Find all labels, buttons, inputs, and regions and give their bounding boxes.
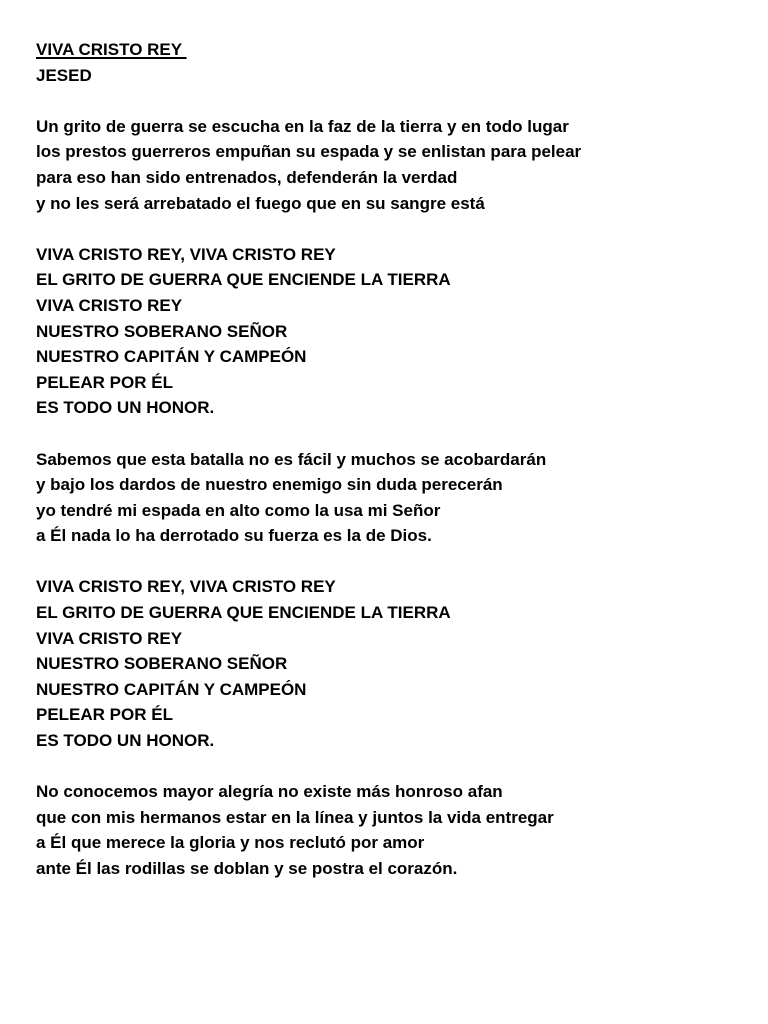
stanza-verse-3 (36, 779, 756, 881)
stanza-chorus-2 (36, 574, 756, 753)
lyric-line: NUESTRO SOBERANO SEÑOR (36, 321, 288, 341)
lyric-line: yo tendré mi espada en alto como la usa mi Señor (36, 500, 441, 520)
lyric-line: EL GRITO DE GUERRA QUE ENCIENDE LA TIERRA (36, 603, 451, 623)
lyric-line: NUESTRO CAPITÁN Y CAMPEÓN (36, 679, 307, 699)
lyric-line: y bajo los dardos de nuestro enemigo sin duda perecerán (36, 475, 503, 495)
lyric-line: VIVA CRISTO REY (36, 295, 183, 315)
lyric-line: NUESTRO CAPITÁN Y CAMPEÓN (36, 347, 307, 367)
song-author: JESED (36, 65, 92, 85)
lyric-line: Sabemos que esta batalla no es fácil y muchos se acobardarán (36, 449, 547, 469)
lyric-line: para eso han sido entrenados, defenderán la verdad (36, 167, 458, 187)
lyric-line: PELEAR POR ÉL (36, 372, 173, 392)
lyric-line: NUESTRO SOBERANO SEÑOR (36, 654, 288, 674)
lyric-line: No conocemos mayor alegría no existe más honroso afan (36, 782, 503, 802)
lyric-line: VIVA CRISTO REY (36, 628, 183, 648)
lyric-line: PELEAR POR ÉL (36, 705, 173, 725)
header-block (36, 37, 756, 88)
lyric-line: los prestos guerreros empuñan su espada y se enlistan para pelear (36, 142, 582, 162)
stanza-verse-1 (36, 114, 756, 216)
stanza-chorus-1 (36, 242, 756, 421)
lyric-line: VIVA CRISTO REY, VIVA CRISTO REY (36, 577, 336, 597)
lyric-line: VIVA CRISTO REY, VIVA CRISTO REY (36, 244, 336, 264)
lyric-line: ES TODO UN HONOR. (36, 398, 215, 418)
lyric-line: EL GRITO DE GUERRA QUE ENCIENDE LA TIERRA (36, 270, 451, 290)
lyric-line: ante Él las rodillas se doblan y se postra el corazón. (36, 859, 458, 878)
lyric-line: ES TODO UN HONOR. (36, 731, 215, 751)
lyrics-document (36, 37, 756, 882)
lyric-line: a Él nada lo ha derrotado su fuerza es la de Dios. (36, 526, 432, 546)
lyric-line: que con mis hermanos estar en la línea y juntos la vida entregar (36, 807, 554, 827)
lyric-line: Un grito de guerra se escucha en la faz de la tierra y en todo lugar (36, 116, 569, 136)
stanza-verse-2 (36, 447, 756, 549)
lyric-line: y no les será arrebatado el fuego que en su sangre está (36, 193, 485, 213)
song-title: VIVA CRISTO REY (36, 40, 187, 59)
lyric-line: a Él que merece la gloria y nos reclutó por amor (36, 833, 425, 853)
